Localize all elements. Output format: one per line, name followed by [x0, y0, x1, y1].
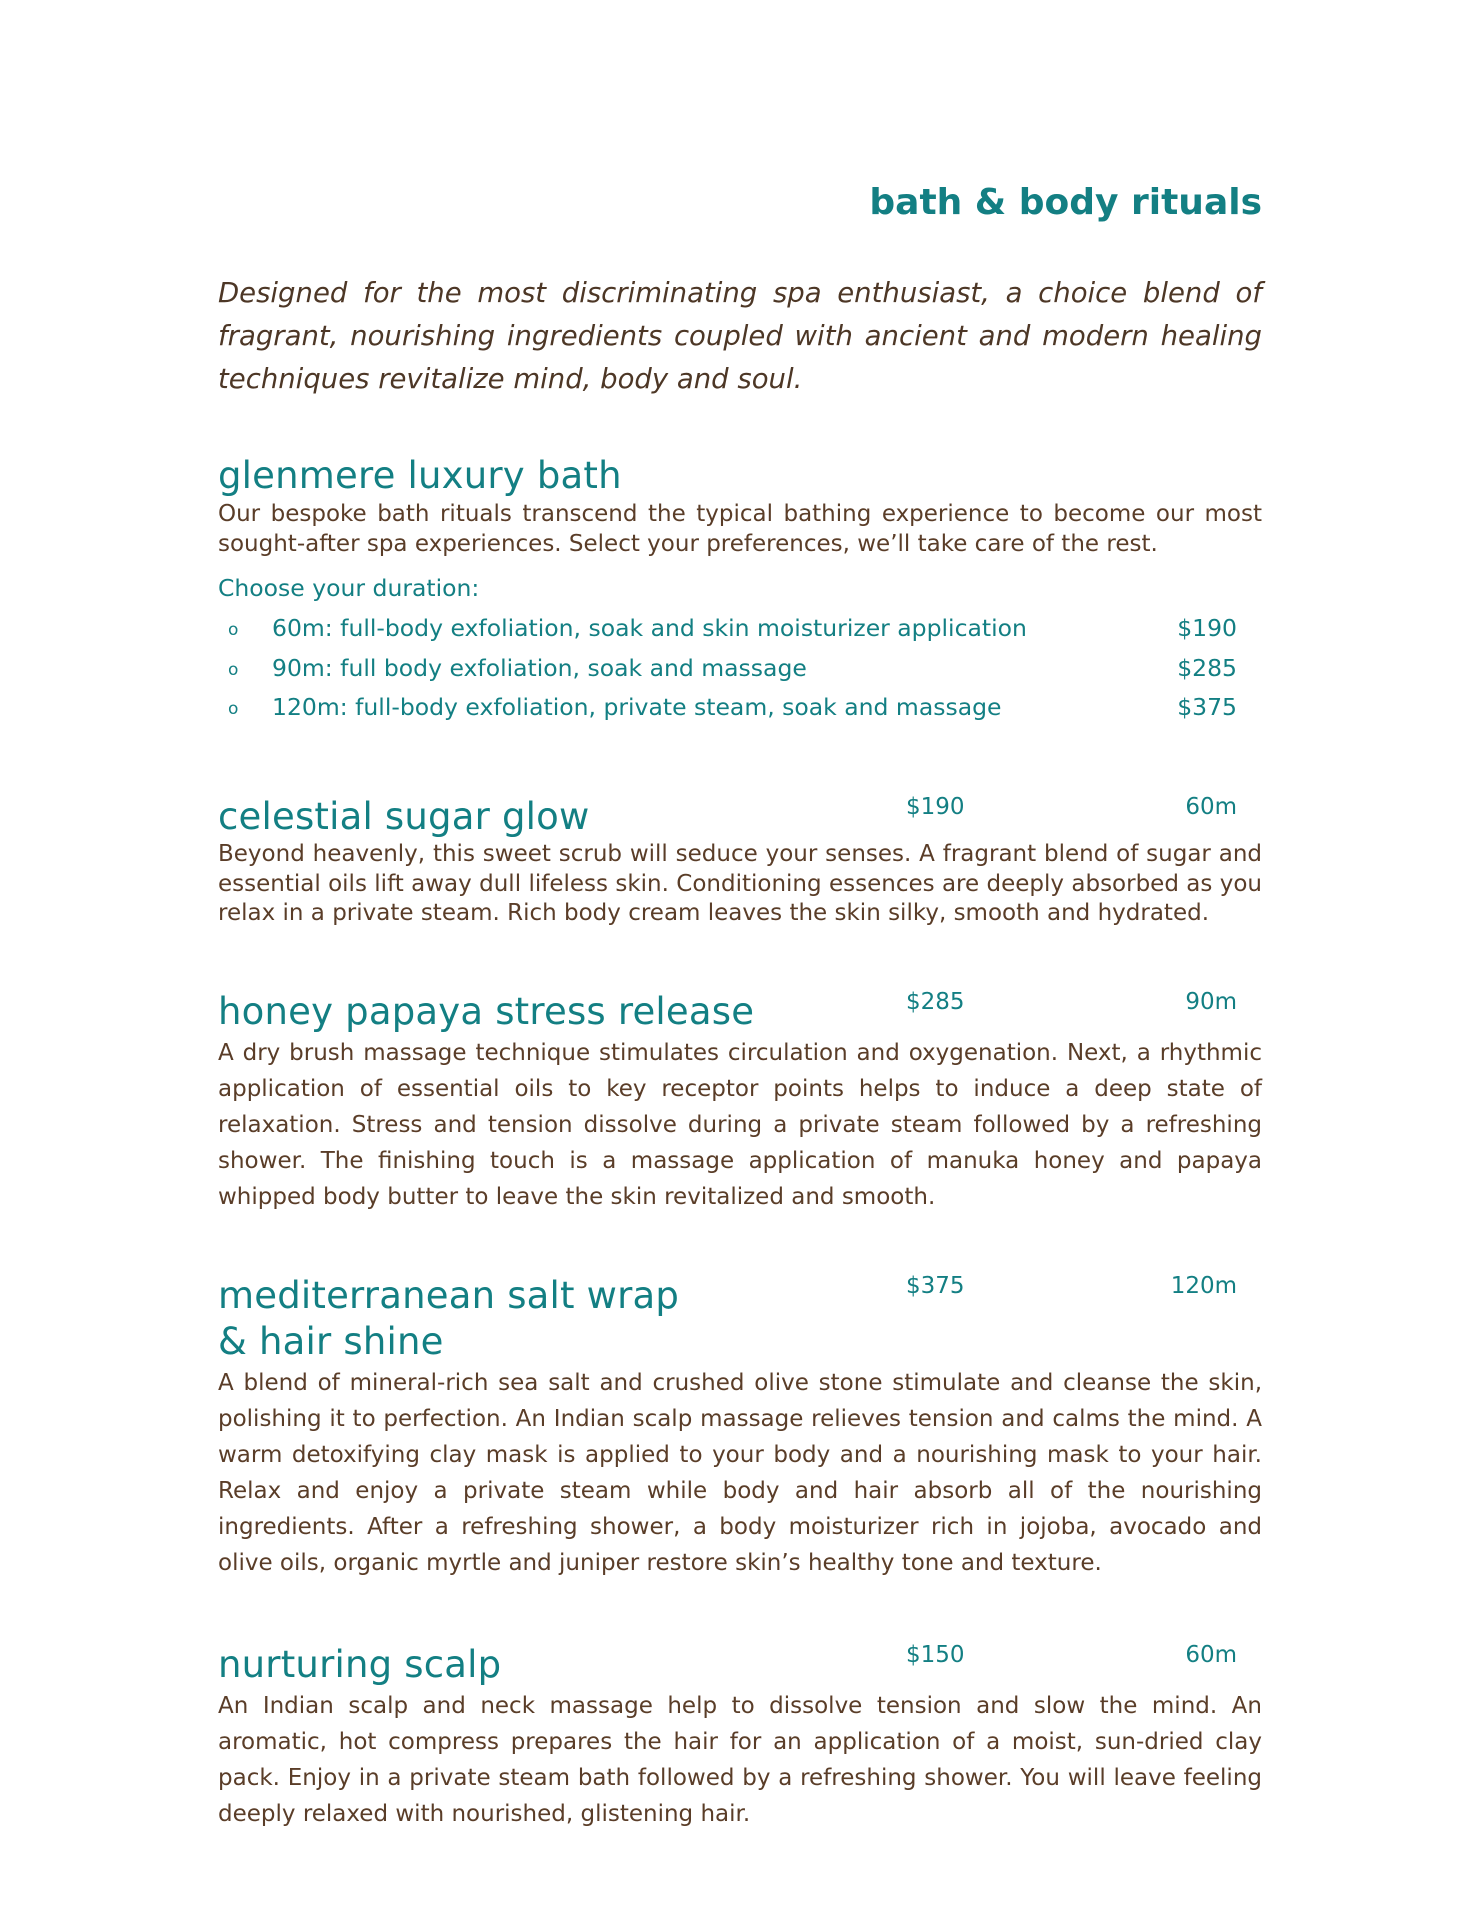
duration-option — [218, 609, 1262, 649]
treatment-price: $150 — [906, 1642, 965, 1668]
section-title: celestial sugar glow — [218, 795, 590, 838]
duration-options — [218, 609, 1262, 728]
page-title: bath & body rituals — [869, 182, 1262, 223]
section-title-line: mediterranean salt wrap — [218, 1274, 680, 1317]
option-price: $285 — [1177, 653, 1237, 682]
section-description: Our bespoke bath rituals transcend the typical bathing experience to become our most sought-after spa experiences. Select your preferences, we’ll take care of the rest. — [218, 501, 1262, 557]
section-description: Beyond heavenly, this sweet scrub will seduce your senses. A fragrant blend of sugar and essential oils lift away dull lifeless skin. Conditioning essences are deeply absorbed as you relax in a private steam. Rich body cream leaves the skin silky, smooth and hydrated. — [218, 841, 1262, 926]
option-text: 120m: full-body exfoliation, private steam, soak and massage — [272, 693, 1002, 721]
bullet-icon: o — [228, 699, 239, 719]
section-title: honey papaya stress release — [218, 990, 755, 1033]
treatment-duration: 60m — [1185, 1642, 1237, 1668]
option-text: 60m: full-body exfoliation, soak and skin moisturizer application — [272, 614, 1027, 642]
intro-text: Designed for the most discriminating spa enthusiast, a choice blend of fragrant, nourishing ingredients coupled with ancient and modern healing techniques revitalize mind, body and soul. — [218, 277, 1262, 395]
treatment-duration: 90m — [1185, 989, 1237, 1015]
section-mediterranean-salt-wrap — [218, 1273, 1262, 1581]
section-title-line: & hair shine — [218, 1320, 444, 1363]
section-celestial-sugar-glow — [218, 794, 1262, 929]
bullet-icon: o — [228, 620, 239, 640]
section-title: nurturing scalp — [218, 1643, 502, 1686]
option-text: 90m: full body exfoliation, soak and massage — [272, 653, 807, 682]
bullet-icon: o — [228, 659, 239, 680]
treatment-price: $285 — [906, 989, 965, 1015]
treatment-duration: 60m — [1185, 794, 1237, 820]
section-description: A blend of mineral-rich sea salt and crushed olive stone stimulate and cleanse the skin, polishing it to perfection. An Indian scalp massage relieves tension and calms the mind. A warm detoxifying clay mask is applied to your body and a nourishing mask to your hair. Relax and enjoy a private steam while body and hair absorb all of the nourishing ingredients. After a refreshing shower, a body moisturizer rich in jojoba, avocado and olive oils, organic myrtle and juniper restore skin’s healthy tone and texture. — [218, 1370, 1262, 1576]
option-price: $375 — [1177, 693, 1237, 721]
duration-option — [218, 649, 1262, 689]
duration-option — [218, 688, 1262, 728]
option-price: $190 — [1177, 614, 1237, 642]
section-description: An Indian scalp and neck massage help to dissolve tension and slow the mind. An aromatic, hot compress prepares the hair for an application of a moist, sun-dried clay pack. Enjoy in a private steam bath followed by a refreshing shower. You will leave feeling deeply relaxed with nourished, glistening hair. — [218, 1693, 1262, 1827]
section-honey-papaya-stress-release — [218, 989, 1262, 1215]
treatment-duration: 120m — [1170, 1273, 1237, 1299]
section-glenmere-luxury-bath — [218, 453, 1262, 728]
section-nurturing-scalp — [218, 1642, 1262, 1832]
duration-label: Choose your duration: — [218, 574, 480, 602]
section-title: glenmere luxury bath — [218, 454, 622, 497]
treatment-price: $190 — [906, 794, 965, 820]
section-description: A dry brush massage technique stimulates circulation and oxygenation. Next, a rhythmic application of essential oils to key receptor points helps to induce a deep state of relaxation. Stress and tension dissolve during a private steam followed by a refreshing shower. The finishing touch is a massage application of manuka honey and papaya whipped body butter to leave the skin revitalized and smooth. — [218, 1040, 1262, 1210]
section-title — [218, 1273, 1262, 1365]
treatment-price: $375 — [906, 1273, 965, 1299]
